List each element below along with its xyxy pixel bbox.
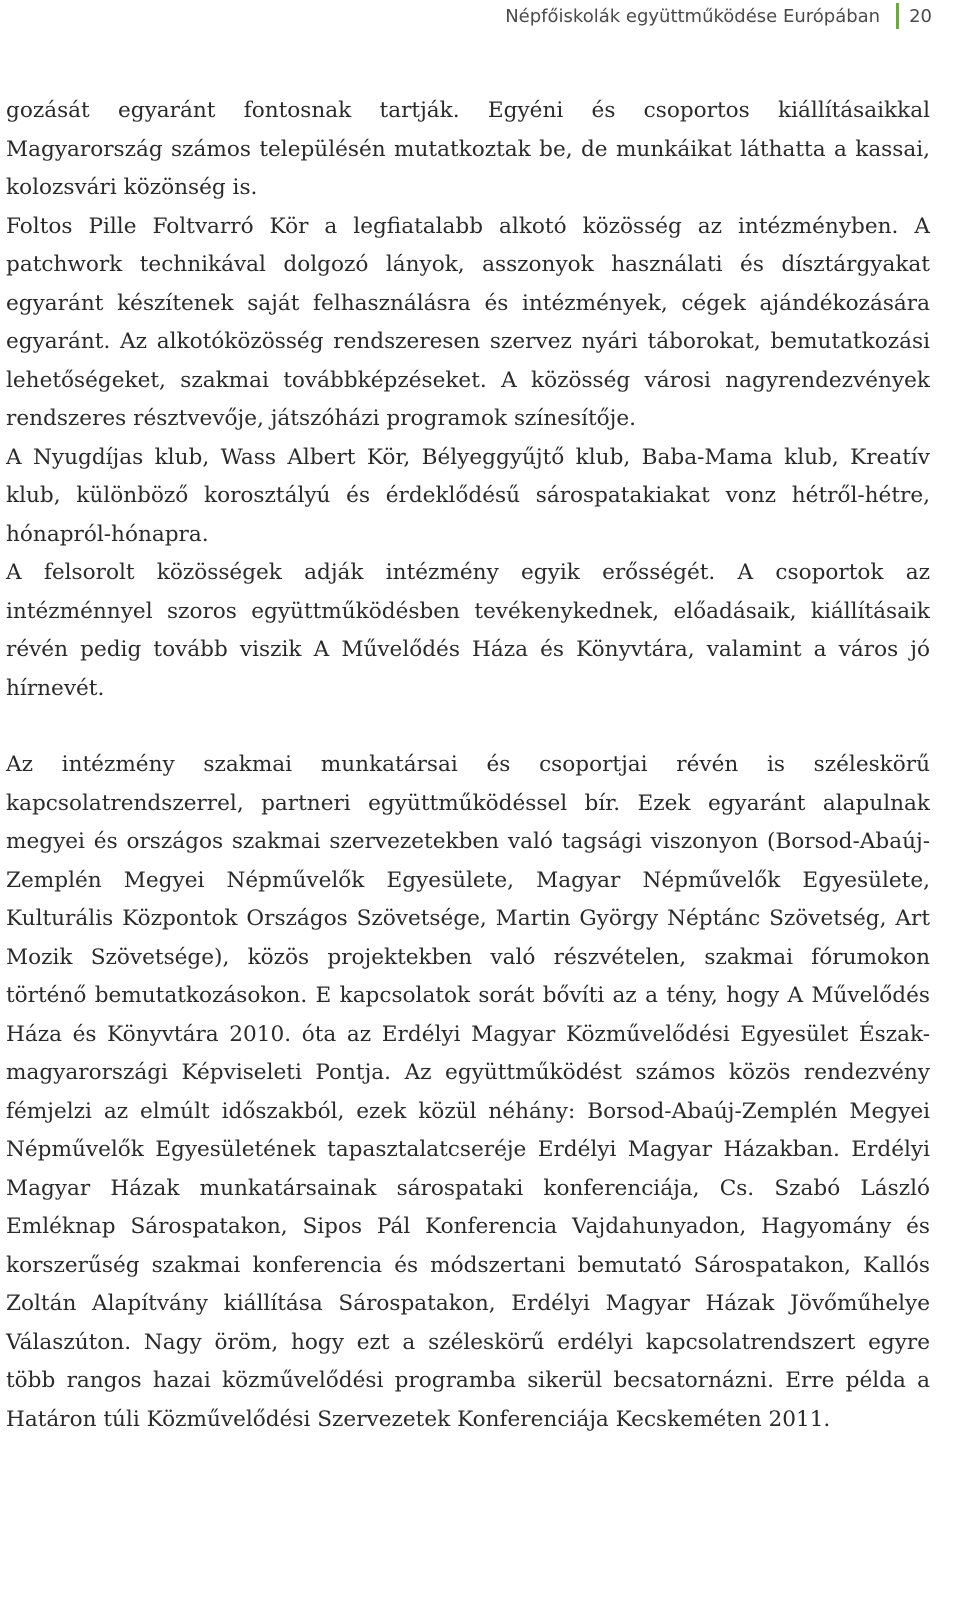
header-divider: [896, 3, 899, 29]
paragraph-communities-strength: A felsorolt közösségek adják intézmény egyik erősségét. A csoportok az intézménnyel szoros együttműködésben tevékenykednek, előadásaik, kiállításaik révén pedig tovább viszik A Művelődés Háza és Könyvtára, valamint a város jó hírnevét.: [6, 560, 930, 701]
paragraph-partnerships: Az intézmény szakmai munkatársai és csoportjai révén is széleskörű kapcsolatrendszerrel, partneri együttműködéssel bír. Ezek egyaránt alapulnak megyei és országos szakmai szervezetekben való tagsági viszonyon (Borsod-Abaúj-Zemplén Megyei Népművelők Egyesülete, Magyar Népművelők Egyesülete, Kulturális Központok Országos Szövetsége, Martin György Néptánc Szövetség, Art Mozik Szövetsége), közös projektekben való részvételen, szakmai fórumokon történő bemutatkozásokon. E kapcsolatok sorát bővíti az a tény, hogy A Művelődés Háza és Könyvtára 2010. óta az Erdélyi Magyar Közművelődési Egyesület Észak-magyarországi Képviseleti Pontja. Az együttműködést számos közös rendezvény fémjelzi az elmúlt időszakból, ezek közül néhány: Borsod-Abaúj-Zemplén Megyei Népművelők Egyesületének tapasztalatcseréje Erdélyi Magyar Házakban. Erdélyi Magyar Házak munkatársainak sárospataki konferenciája, Cs. Szabó László Emléknap Sárospatakon, Sipos Pál Konferencia Vajdahunyadon, Hagyomány és korszerűség szakmai konferencia és módszertani bemutató Sárospatakon, Kallós Zoltán Alapítvány kiállítása Sárospatakon, Erdélyi Magyar Házak Jövőműhelye Válaszúton. Nagy öröm, hogy ezt a széleskörű erdélyi kapcsolatrendszert egyre több rangos hazai közművelődési programba sikerül becsatornázni. Erre példa a Határon túli Közművelődési Szervezetek Konferenciája Kecskeméten 2011.: [6, 752, 930, 1432]
paragraph-patchwork-circle: Foltos Pille Foltvarró Kör a legfiatalabb alkotó közösség az intézményben. A patchwork technikával dolgozó lányok, asszonyok használati és dísztárgyakat egyaránt készítenek saját felhasználásra és intézmények, cégek ajándékozására egyaránt. Az alkotóközösség rendszeresen szervez nyári táborokat, bemutatkozási lehetőségeket, szakmai továbbképzéseket. A közösség városi nagyrendezvények rendszeres résztvevője, játszóházi programok színesítője.: [6, 213, 930, 431]
header-title: Népfőiskolák együttműködése Európában: [505, 5, 881, 27]
running-header: [505, 2, 932, 30]
body-text: [6, 92, 930, 1439]
paragraph-clubs: A Nyugdíjas klub, Wass Albert Kör, Bélyeggyűjtő klub, Baba-Mama klub, Kreatív klub, különböző korosztályú és érdeklődésű sárospatakiakat vonz hétről-hétre, hónapról-hónapra.: [6, 444, 930, 547]
page-number: 20: [909, 5, 932, 27]
paragraph-exhibitions: gozását egyaránt fontosnak tartják. Egyéni és csoportos kiállításaikkal Magyarország számos településén mutatkoztak be, de munkáikat láthatta a kassai, kolozsvári közönség is.: [6, 98, 930, 200]
